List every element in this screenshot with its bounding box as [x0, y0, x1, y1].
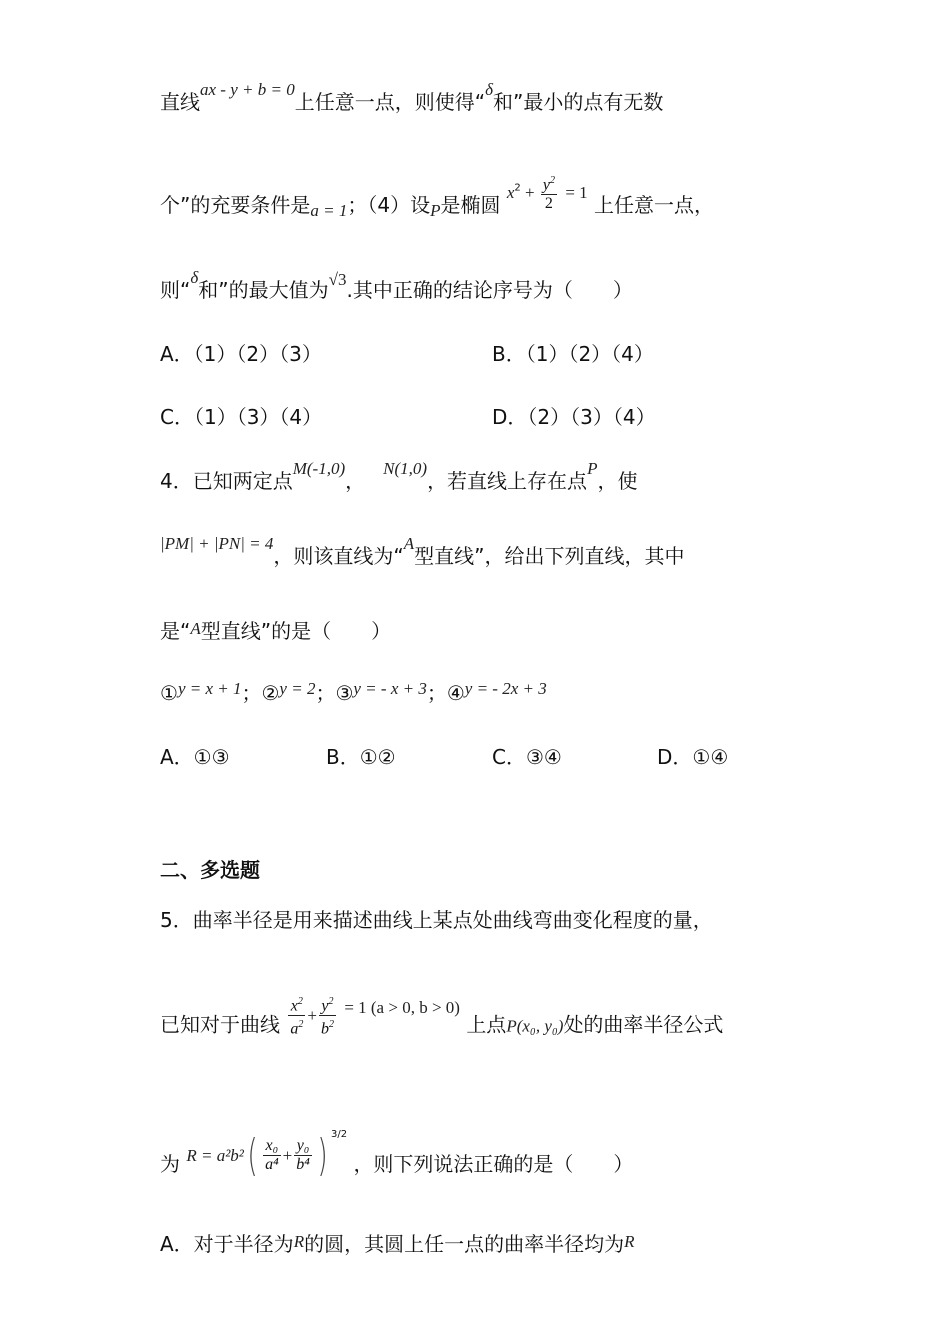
- q4-line-2: [160, 534, 685, 569]
- q4-option-d: D．①④: [657, 745, 729, 769]
- circled-1: ①: [160, 681, 178, 705]
- text: ，: [345, 469, 366, 493]
- sqrt-3: √3: [328, 270, 347, 289]
- x-var: x: [290, 997, 298, 1015]
- text: 处的曲率半径公式: [563, 1012, 724, 1037]
- section-heading: 二、多选题: [160, 858, 260, 882]
- text: 已知对于曲线: [160, 1012, 280, 1037]
- point-P: P: [430, 201, 441, 221]
- text: A．对于半径为: [160, 1232, 294, 1256]
- point-M: M(-1,0): [292, 459, 346, 478]
- b-var: b: [320, 1020, 329, 1038]
- denominator: 2: [544, 195, 553, 213]
- y-var: y: [321, 997, 329, 1015]
- formula-lhs: R = a²b²: [186, 1146, 244, 1165]
- hyperbola-equation: $\frac{x^2}{a^2}$ + $\frac{y^2}{b^2}$ $^{= 1 (a > 0, b > 0)}$: [286, 1002, 466, 1026]
- text: 则“: [160, 278, 191, 302]
- point-P: P(x₀, y₀): [506, 1016, 564, 1036]
- text: 和”最小的点有无数: [492, 90, 664, 114]
- text: .其中正确的结论序号为（ ）: [346, 278, 633, 302]
- q3-option-b: B．（1）（2）（4）: [492, 342, 654, 366]
- text: ，若直线上存在点: [427, 469, 588, 493]
- text: 的圆，其圆上任一点的曲率半径均为: [304, 1232, 625, 1256]
- x0: x₀: [263, 1137, 281, 1156]
- a4: a⁴: [265, 1156, 279, 1173]
- text: 是“: [160, 619, 191, 643]
- line-4: y = - 2x + 3: [464, 679, 547, 698]
- line-1: y = x + 1: [177, 679, 242, 698]
- y-var: y: [542, 176, 550, 194]
- q3-line-1: [160, 80, 664, 115]
- x-fraction: $\frac{x^2}{a^2}$: [288, 993, 305, 1039]
- point-N: N(1,0): [383, 459, 428, 478]
- text: 上任意一点，则使得“: [294, 90, 486, 114]
- ellipse-equation: $x^2$ + $\frac{y^2}{2}$ = 1: [507, 179, 594, 203]
- y-fraction: $\frac{y^2}{b^2}$: [319, 993, 336, 1039]
- q3-line-3: [160, 268, 633, 303]
- q4-line-3: [160, 615, 391, 644]
- line-equation: ax - y + b = 0: [200, 80, 295, 99]
- y0: y₀: [294, 1137, 312, 1156]
- line-2: y = 2: [279, 679, 316, 698]
- text: 和”的最大值为: [198, 278, 329, 302]
- text: 直线: [160, 90, 200, 114]
- q4-option-a: A．①③: [160, 745, 230, 769]
- exponent: 3/2: [330, 1129, 348, 1141]
- condition: = 1 (a > 0, b > 0): [344, 998, 460, 1018]
- distance-condition: |PM| + |PN| = 4: [160, 534, 274, 553]
- type-A: A: [190, 619, 201, 638]
- x0-fraction: [263, 1137, 281, 1174]
- q5-option-a: [160, 1228, 634, 1257]
- text: 4．已知两定点: [160, 469, 293, 493]
- q3-option-c: C．（1）（3）（4）: [160, 405, 323, 429]
- rhs: = 1: [565, 183, 588, 203]
- text: ，则该直线为“: [273, 544, 404, 568]
- point-P: P: [587, 459, 598, 478]
- text: 型直线”，给出下列直线，其中: [414, 544, 685, 568]
- circled-4: ；④: [426, 681, 465, 705]
- q4-option-c: C．③④: [492, 745, 562, 769]
- ellipse-fraction: $\frac{y^2}{2}$: [541, 172, 557, 213]
- circled-2: ；②: [241, 681, 280, 705]
- text: 上任意一点，: [594, 193, 715, 218]
- delta-symbol: δ: [485, 80, 493, 99]
- circled-3: ；③: [315, 681, 354, 705]
- R-var: R: [293, 1232, 305, 1251]
- text: 个”的充要条件是: [160, 193, 311, 218]
- text: 是椭圆: [440, 193, 501, 218]
- text: ，则下列说法正确的是（ ）: [353, 1152, 634, 1176]
- condition-math: a = 1: [310, 201, 348, 221]
- R-var: R: [624, 1232, 635, 1251]
- q3-option-a: A．（1）（2）（3）: [160, 342, 322, 366]
- text: ；（4）设: [347, 193, 431, 218]
- text: 型直线”的是（ ）: [200, 619, 392, 643]
- q3-line-2: [160, 175, 715, 227]
- a-var: a: [290, 1020, 299, 1038]
- delta-symbol: δ: [190, 268, 199, 287]
- y0-fraction: [294, 1137, 312, 1174]
- q5-line-2: [160, 996, 724, 1049]
- b4: b⁴: [296, 1156, 310, 1173]
- q4-option-b: B．①②: [326, 745, 396, 769]
- text: 上点: [466, 1012, 507, 1037]
- q3-option-d: D．（2）（3）（4）: [492, 405, 656, 429]
- text: 为: [160, 1152, 180, 1176]
- q5-line-1: 5．曲率半径是用来描述曲线上某点处曲线弯曲变化程度的量，: [160, 908, 713, 932]
- text: ，使: [597, 469, 638, 493]
- curvature-formula: R = a²b²( $\frac{\text{x₀}}{\text{a⁴}}$ + $\frac{\text{y₀}}{\text{b⁴}}$ ) $^{3/2}$: [186, 1129, 348, 1181]
- q5-line-3: [160, 1129, 634, 1191]
- type-A: A: [403, 534, 415, 553]
- q4-line-1: [160, 459, 638, 494]
- q4-items: [160, 677, 547, 706]
- x-var: x: [506, 183, 515, 203]
- line-3: y = - x + 3: [353, 679, 427, 698]
